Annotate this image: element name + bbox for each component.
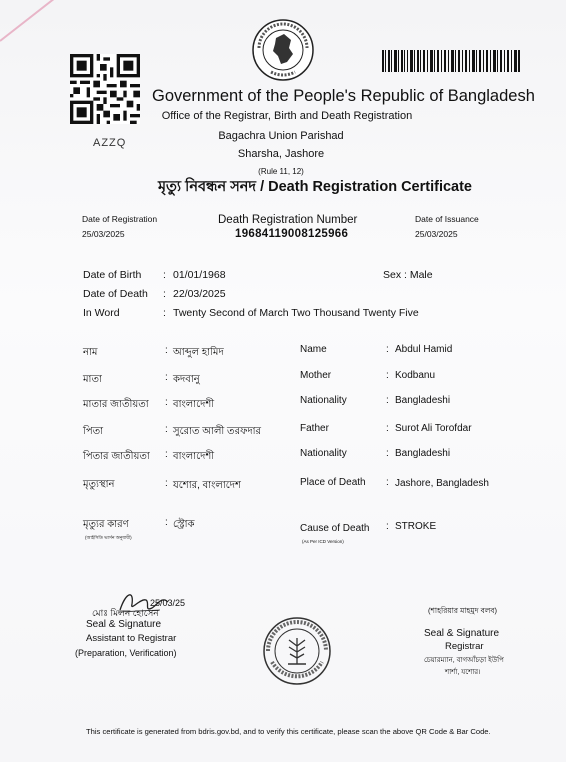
en-colon: : [386, 370, 389, 381]
bn-colon: : [165, 478, 168, 489]
corner-mark [0, 0, 95, 42]
right-seal-signature-label: Seal & Signature [424, 628, 500, 639]
bn-colon: : [165, 397, 168, 408]
sex-value: Sex : Male [383, 269, 433, 281]
inword-value: Twenty Second of March Two Thousand Twenty Five [173, 307, 419, 319]
bn-value: কদবানু [173, 374, 200, 385]
dod-label: Date of Death [83, 288, 148, 300]
bn-colon: : [165, 449, 168, 460]
en-label: Father [300, 423, 329, 434]
footer-note: This certificate is generated from bdris.gov.bd, and to verify this certificate, please scan the above QR Code & Bar Code. [86, 727, 491, 736]
bn-label: পিতার জাতীয়তা [83, 451, 150, 462]
left-signer-title: Assistant to Registrar [86, 633, 177, 644]
barcode [382, 50, 520, 72]
en-colon: : [386, 395, 389, 406]
en-colon: : [386, 448, 389, 459]
en-label: Nationality [300, 448, 347, 459]
signature-date-left: 25/03/25 [150, 598, 186, 608]
cause-en-note: (As Per ICD Version) [302, 539, 344, 544]
inword-label: In Word [83, 307, 120, 319]
left-seal-signature-label: Seal & Signature [86, 619, 162, 630]
bn-label: নাম [83, 347, 98, 358]
dob-label: Date of Birth [83, 269, 142, 281]
bn-colon: : [165, 372, 168, 383]
dod-colon: : [163, 288, 166, 300]
death-registration-number-label: Death Registration Number [218, 214, 358, 226]
union-parishad-seal-icon [262, 616, 332, 686]
bn-value: বাংলাদেশী [173, 399, 215, 410]
dod-value: 22/03/2025 [173, 288, 226, 300]
right-signer-location: শার্শা, যশোর। [445, 669, 481, 676]
bn-label: মৃত্যুস্থান [83, 479, 115, 490]
qr-code-text: AZZQ [93, 137, 127, 149]
date-of-registration-label: Date of Registration [82, 214, 158, 224]
government-title: Government of the People's Republic of Bangladesh [152, 87, 535, 105]
right-signer-name: (শাহরিয়ার মাহমুদ বলব) [428, 606, 498, 615]
location: Sharsha, Jashore [237, 148, 325, 160]
en-colon: : [386, 344, 389, 355]
bn-label: মাতার জাতীয়তা [83, 399, 149, 410]
union-name: Bagachra Union Parishad [218, 130, 344, 142]
cause-en-value: STROKE [395, 521, 437, 532]
date-of-issuance-label: Date of Issuance [415, 214, 479, 224]
date-of-issuance: 25/03/2025 [415, 229, 458, 239]
dob-value: 01/01/1968 [173, 269, 226, 281]
bn-value: সুরোত আলী তরফদার [173, 426, 262, 437]
bn-value: যশোর, বাংলাদেশ [173, 480, 241, 491]
date-of-registration: 25/03/2025 [82, 229, 125, 239]
en-value: Jashore, Bangladesh [395, 478, 489, 489]
bn-value: আব্দুল হামিদ [173, 347, 224, 358]
en-label: Place of Death [300, 477, 366, 488]
en-value: Kodbanu [395, 370, 436, 381]
cause-bn-label: মৃত্যুর কারণ [83, 519, 129, 530]
en-value: Bangladeshi [395, 395, 451, 406]
left-signer-subtitle: (Preparation, Verification) [75, 648, 177, 658]
inword-colon: : [163, 307, 166, 319]
right-signer-title: Registrar [445, 641, 484, 652]
right-signer-subtitle: চেয়ারম্যান, বাগআঁচড়া ইউপি [424, 657, 504, 664]
bn-value: বাংলাদেশী [173, 451, 215, 462]
cause-en-label: Cause of Death [300, 523, 370, 534]
en-label: Nationality [300, 395, 347, 406]
rule-reference: (Rule 11, 12) [258, 167, 304, 176]
cause-bn-note: (আইসিডি ভার্সন অনুযায়ী) [85, 535, 132, 540]
certificate-title: মৃত্যু নিবন্ধন সনদ / Death Registration Certificate [158, 179, 472, 195]
death-registration-number: 19684119008125966 [235, 228, 349, 240]
office-title: Office of the Registrar, Birth and Death Registration [161, 110, 413, 122]
bn-label: পিতা [83, 426, 104, 437]
en-colon: : [386, 477, 389, 488]
cause-bn-colon: : [165, 517, 168, 528]
en-value: Abdul Hamid [395, 344, 453, 355]
cause-en-colon: : [386, 521, 389, 532]
bn-colon: : [165, 345, 168, 356]
bn-label: মাতা [83, 374, 102, 385]
left-signer-name: মোঃ মিলন হোসেন [92, 608, 159, 618]
cause-bn-value: স্ট্রোক [173, 519, 195, 530]
en-value: Bangladeshi [395, 448, 451, 459]
bn-colon: : [165, 424, 168, 435]
bangladesh-emblem-icon [251, 18, 315, 82]
en-label: Name [300, 344, 327, 355]
en-colon: : [386, 423, 389, 434]
dob-colon: : [163, 269, 166, 281]
en-value: Surot Ali Torofdar [395, 423, 472, 434]
en-label: Mother [300, 370, 332, 381]
